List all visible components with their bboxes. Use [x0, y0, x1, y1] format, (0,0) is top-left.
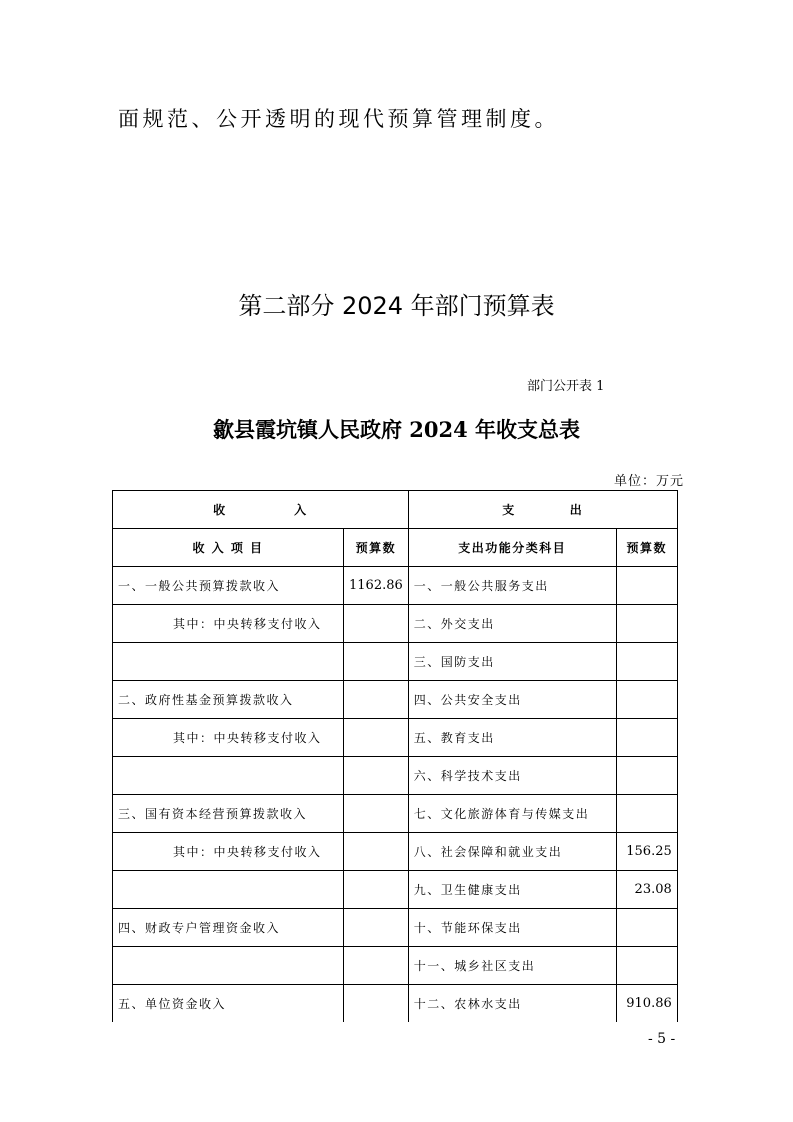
expense-amount	[616, 947, 677, 985]
expense-amount: 23.08	[616, 871, 677, 909]
income-amount	[344, 719, 409, 757]
expense-item: 三、国防支出	[408, 643, 616, 681]
part-title: 第二部分 2024 年部门预算表	[238, 292, 555, 320]
table-row	[113, 909, 678, 947]
expense-item: 六、科学技术支出	[408, 757, 616, 795]
income-amount	[344, 795, 409, 833]
expense-amount	[616, 757, 677, 795]
page-number: - 5 -	[648, 1031, 676, 1047]
expense-group-header: 支 出	[408, 491, 677, 529]
income-item: 其中：中央转移支付收入	[113, 719, 344, 757]
table-row	[113, 567, 678, 605]
income-amount: 1162.86	[344, 567, 409, 605]
income-item: 二、政府性基金预算拨款收入	[113, 681, 344, 719]
income-amount	[344, 871, 409, 909]
table-row	[113, 643, 678, 681]
expense-item-header: 支出功能分类科目	[408, 529, 616, 567]
income-amount-header: 预算数	[344, 529, 409, 567]
income-item	[113, 643, 344, 681]
income-item-header: 收 入 项 目	[113, 529, 344, 567]
income-amount	[344, 833, 409, 871]
income-item: 四、财政专户管理资金收入	[113, 909, 344, 947]
income-group-header: 收 入	[113, 491, 409, 529]
expense-amount: 910.86	[616, 985, 677, 1023]
expense-amount	[616, 643, 677, 681]
unit-label: 单位：万元	[614, 474, 685, 489]
income-amount	[344, 985, 409, 1023]
income-amount	[344, 643, 409, 681]
table-row	[113, 605, 678, 643]
income-item: 五、单位资金收入	[113, 985, 344, 1023]
table-row	[113, 719, 678, 757]
table-row	[113, 833, 678, 871]
table-row	[113, 985, 678, 1023]
income-amount	[344, 909, 409, 947]
income-amount	[344, 605, 409, 643]
expense-item: 八、社会保障和就业支出	[408, 833, 616, 871]
income-amount	[344, 947, 409, 985]
expense-item: 九、卫生健康支出	[408, 871, 616, 909]
income-item: 其中：中央转移支付收入	[113, 605, 344, 643]
expense-amount	[616, 795, 677, 833]
table-column-header-row	[113, 529, 678, 567]
expense-amount	[616, 681, 677, 719]
income-item	[113, 947, 344, 985]
expense-amount-header: 预算数	[616, 529, 677, 567]
income-item	[113, 871, 344, 909]
expense-item: 二、外交支出	[408, 605, 616, 643]
income-item: 其中：中央转移支付收入	[113, 833, 344, 871]
table-row	[113, 681, 678, 719]
table-row	[113, 871, 678, 909]
expense-item: 十、节能环保支出	[408, 909, 616, 947]
expense-item: 十二、农林水支出	[408, 985, 616, 1023]
table-reference: 部门公开表 1	[527, 379, 605, 394]
expense-amount: 156.25	[616, 833, 677, 871]
expense-amount	[616, 605, 677, 643]
expense-item: 五、教育支出	[408, 719, 616, 757]
budget-summary-table	[112, 490, 678, 1022]
expense-amount	[616, 909, 677, 947]
expense-item: 七、文化旅游体育与传媒支出	[408, 795, 616, 833]
expense-item: 十一、城乡社区支出	[408, 947, 616, 985]
income-amount	[344, 681, 409, 719]
table-row	[113, 795, 678, 833]
income-item: 一、一般公共预算拨款收入	[113, 567, 344, 605]
expense-item: 四、公共安全支出	[408, 681, 616, 719]
income-item	[113, 757, 344, 795]
table-group-header-row	[113, 491, 678, 529]
income-amount	[344, 757, 409, 795]
table-row	[113, 947, 678, 985]
expense-amount	[616, 719, 677, 757]
expense-amount	[616, 567, 677, 605]
intro-text: 面规范、公开透明的现代预算管理制度。	[118, 107, 559, 131]
table-title: 歙县霞坑镇人民政府 2024 年收支总表	[212, 417, 581, 442]
income-item: 三、国有资本经营预算拨款收入	[113, 795, 344, 833]
table-row	[113, 757, 678, 795]
expense-item: 一、一般公共服务支出	[408, 567, 616, 605]
